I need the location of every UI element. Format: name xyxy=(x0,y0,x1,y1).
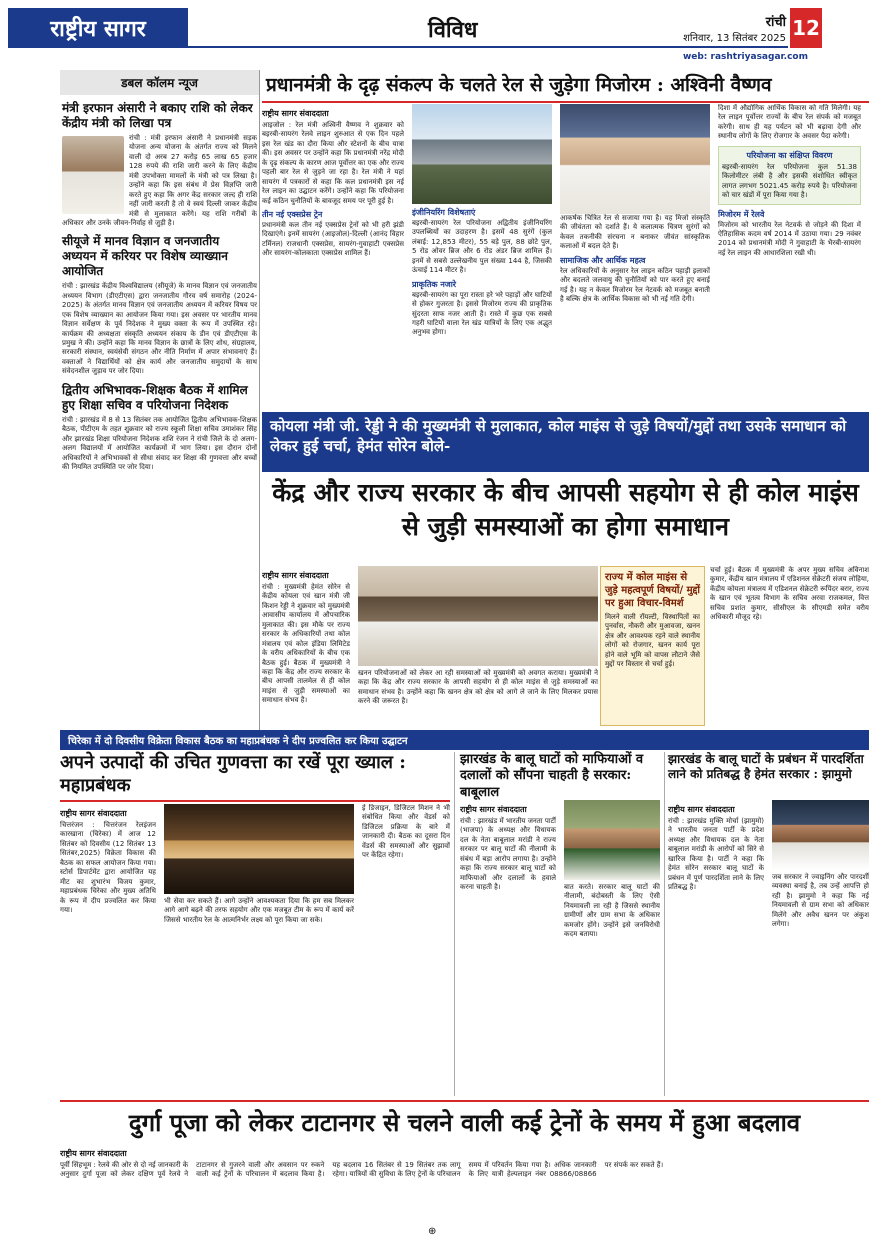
summary-box-text: बइरबी-सायरंग रेल परियोजना कुल 51.38 किलोमीटर लंबी है और इसकी संशोधित स्वीकृत लागत लगभग 5021.45 करोड़ रुपये है। परियोजना को चार खंडों में पूरा किया गया है। xyxy=(722,162,857,200)
byline: राष्ट्रीय सागर संवाददाता xyxy=(262,571,329,580)
bridge-photo xyxy=(412,104,552,204)
jmm-body xyxy=(668,800,869,1094)
website-link[interactable]: web: rashtriyasagar.com xyxy=(682,52,808,62)
subheading: तीन नई एक्सप्रेस ट्रेन xyxy=(262,209,323,219)
registration-mark-icon: ⊕ xyxy=(428,1226,437,1237)
byline: राष्ट्रीय सागर संवाददाता xyxy=(262,109,329,118)
article-text: दिशा में औद्योगिक आर्थिक विकास को गति मिलेगी। यह रेल लाइन पूर्वोत्तर राज्यों के बीच रेल संपर्क को मजबूत करेगी। साथ ही यह पर्यटन को भी बढ़ावा देगी और स्थानीय लोगों के लिए रोजगार के अवसर पैदा करेगी। xyxy=(718,104,861,141)
article-text: खनन परियोजनाओं को लेकर आ रही समस्याओं को मुख्यमंत्री को अवगत कराया। मुख्यमंत्री ने कहा कि केंद्र और राज्य सरकार के आपसी सहयोग से ही कोल माइंस से जुड़े समस्याओं का समाधान संभव है। उन्होंने कहा कि खनन क्षेत्र को क्षेत्र को आगे ले जाने के लिए मिलकर प्रयास करने की जरूरत है। xyxy=(358,669,598,706)
sidebar-headline: राज्य में कोल माइंस से जुड़े महत्वपूर्ण विषयों/ मुद्दों पर हुआ विचार-विमर्श xyxy=(605,572,701,609)
article-text: भी सेवा कर सकते हैं। आगे उन्होंने आवश्यकता दिया कि हम सब मिलकर आगे आगे बढ़ने की तरफ सहयोग और एक मजबूत टीम के रूप में कार्य करें जिससे भारतीय रेल के आत्मनिर्भर लक्ष्य को पूरा किया जा सके। xyxy=(164,897,354,924)
trains-headline[interactable]: दुर्गा पूजा को लेकर टाटानगर से चलने वाली कई ट्रेनों के समय में हुआ बदलाव xyxy=(60,1100,869,1140)
babulal-body xyxy=(460,800,660,1094)
brand-logo: राष्ट्रीय सागर xyxy=(8,8,188,48)
article-text: चर्चा हुई। बैठक में मुख्यमंत्री के अपर मुख्य सचिव अविनाश कुमार, केंद्रीय खान मंत्रालय में एडिशनल सेक्रेटरी संजय लोहिया, केंद्रीय कोयला मंत्रालय में एडिशनल सेक्रेटरी रूपिंदर बरार, राज्य के खान एवं भूतत्व विभाग के सचिव अरवा राजकमल, वित्त सचिव प्रशांत कुमार, सीसीएल के सीएमडी समेत वरीय अधिकारी मौजूद रहे। xyxy=(710,566,869,622)
spokesperson-photo xyxy=(772,800,869,870)
summary-box-title: परियोजना का संक्षिप्त विवरण xyxy=(746,150,833,160)
article-headline[interactable]: प्रधानमंत्री के दृढ़ संकल्प के चलते रेल से जुड़ेगा मिजोरम : अश्विनी वैष्णव xyxy=(262,70,869,103)
minister-photo xyxy=(560,104,710,214)
page-number: 12 xyxy=(790,8,822,48)
column-divider xyxy=(454,752,455,1096)
story-headline[interactable]: सीयूजे में मानव विज्ञान व जनजातीय अध्ययन में करियर पर विशेष व्याख्यान आयोजित xyxy=(62,234,228,279)
byline: राष्ट्रीय सागर संवाददाता xyxy=(60,809,127,818)
article-text: आकर्षक चित्रित रेल से सजाया गया है। यह मिजो संस्कृति की जीवंतता को दर्शाते हैं। ये कलात्मक चित्रण सुरंगों को केवल तकनीकी संरचना न बनाकर जीवंत सांस्कृतिक कलाओं में बदल देते हैं। xyxy=(560,214,710,251)
coal-sidebar xyxy=(600,566,705,726)
chireka-body xyxy=(60,804,450,1094)
coal-kicker: कोयला मंत्री जी. रेड्डी ने की मुख्यमंत्री से मुलाकात, कोल माइंस से जुड़े विषयों/मुद्दों तथा उसके समाधान को लेकर हुई चर्चा, हेमंत सोरेन बोले- xyxy=(262,412,869,472)
article-text: रांची : झारखंड में भारतीय जनता पार्टी (भाजपा) के अध्यक्ष और विधायक दल के नेता बाबूलाल मरांडी ने राज्य सरकार पर बालू घाटों की नीलामी के संबंध में बड़ा आरोप लगाया है। उन्होंने कहा कि राज्य सरकार बालू घाटों को माफियाओं और दलालों के हवाले करना चाहती है। xyxy=(460,817,556,892)
article-text: मिजोरम को भारतीय रेल नेटवर्क से जोड़ने की दिशा में ऐतिहासिक कदम वर्ष 2014 में उठाया गया। 29 नवंबर 2014 को प्रधानमंत्री मोदी ने गुवाहाटी के भैरबी-सायरंग नई रेल लाइन की आधारशिला रखी थी। xyxy=(718,220,861,257)
byline: राष्ट्रीय सागर संवाददाता xyxy=(60,1149,127,1158)
subheading: मिजोरम में रेलवे xyxy=(718,209,765,219)
sidebar-text: मिलने वाली रॉयल्टी, विस्थापितों का पुनर्वास, नौकरी और मुआवजा, खनन क्षेत्र और आवश्यक रहने वाले स्थानीय लोगों को रोजगार, खनन कार्य पूरा होने वाले भूमि को वापस लौटाने जैसे मुद्दों पर विस्तार से चर्चा हुई। xyxy=(605,613,700,669)
babulal-headline[interactable]: झारखंड के बालू घाटों को माफियाओं व दलालों को सौंपना चाहती है सरकार: बाबूलाल xyxy=(460,752,644,800)
minister-photo xyxy=(62,136,124,214)
byline: राष्ट्रीय सागर संवाददाता xyxy=(668,805,735,814)
coal-headline[interactable]: केंद्र और राज्य सरकार के बीच आपसी सहयोग से ही कोल माइंस से जुड़ी समस्याओं का होगा समाधान xyxy=(272,478,859,541)
article-text: ई डिजाइन, डिजिटल मिशन ने भी संबोधित किया और वेंडर्स को डिजिटल प्रक्रिया के बारे में जानकारी दी। बैठक का दूसरा दिन वेंडर्स की समस्याओं और सुझावों पर केंद्रित रहेगा। xyxy=(362,804,450,860)
article-text: रांची : झारखंड मुक्ति मोर्चा (झामुमो) ने भारतीय जनता पार्टी के प्रदेश अध्यक्ष और विधायक दल के नेता बाबूलाल मरांडी के आरोपों को सिरे से खारिज किया है। पार्टी ने कहा कि हेमंत सोरेन सरकार बालू घाटों के प्रबंधन में पूर्ण पारदर्शिता लाने के लिए प्रतिबद्ध है। xyxy=(668,817,764,892)
headline-rule xyxy=(60,800,450,802)
article-text: रांची : मुख्यमंत्री हेमंत सोरेन से केंद्रीय कोयला एवं खान मंत्री जी किशन रेड्डी ने शुक्रवार को मुख्यमंत्री आवासीय कार्यालय में औपचारिक मुलाकात की। इस मौके पर राज्य सरकार के अधिकारियों तथा कोल मंत्रालय एवं कोल इंडिया लिमिटेड के वरीय अधिकारियों के बीच एक बैठक हुई। बैठक में मुख्यमंत्री ने कहा कि केंद्र और राज्य सरकार के बीच आपसी तालमेल से ही कोल माइंस से जुड़ी समस्याओं का समाधान संभव है। xyxy=(262,583,350,705)
subheading: प्राकृतिक नजारे xyxy=(412,279,457,289)
leader-photo xyxy=(564,800,660,880)
article-text: आइजोल : रेल मंत्री अश्विनी वैष्णव ने शुक्रवार को बइरबी-सायरंग रेलवे लाइन शुरुआत से एक दिन पहले इस रेल खंड का दौरा किया और स्टेशनों के बीच यात्रा की। इस अवसर पर उन्होंने कहा कि प्रधानमंत्री नरेंद्र मोदी के दृढ़ संकल्प के कारण आज पूर्वोत्तर का एक और राज्य पहली बार रेल से जुड़ने जा रहा है। रेल मंत्री ने यहां सायरंग में पत्रकारों से कहा कि कल प्रधानमंत्री इस नई रेल लाइन का उद्घाटन करेंगे। उन्होंने कहा कि परियोजना कई कठिन चुनौतियों के बावजूद समय पर पूरी हुई है। xyxy=(262,121,404,205)
article-text: बइरबी-सायरंग का पूरा रास्ता हरे भरे पहाड़ों और घाटियों से होकर गुजरता है। इससे मिजोरम राज्य की प्राकृतिक सुंदरता साफ नजर आती है। रास्ते में कुछ एक सबसे गहरी घाटियों वाला रेल खंड यात्रियों के लिए एक अद्भुत अनुभव होगा। xyxy=(412,290,552,337)
story-body: रांची : झारखंड केंद्रीय विश्वविद्यालय (सीयूजे) के मानव विज्ञान एवं जनजातीय अध्ययन विभाग (डीएटीएस) द्वारा जनजातीय गौरव वर्ष समारोह (2024-2025) के अंतर्गत मानव विज्ञान एवं जनजातीय अध्ययन में करियर विषय पर एक विशेष व्याख्यान का आयोजन किया गया। इस अवसर पर भारतीय मानव विज्ञान सर्वेक्षण के पूर्व निदेशक ने मुख्य वक्ता के रूप में उपस्थित रहे। कार्यक्रम की अध्यक्षता संस्कृति अध्ययन संकाय के डीन एवं डीएटीएस के प्रमुख ने की। उन्होंने कहा कि मानव विज्ञान के छात्रों के लिए शोध, संग्रहालय, सरकारी संस्थान, स्वयंसेवी संगठन और नीति निर्माण में अपार संभावनाएं हैं। वक्ताओं ने विद्यार्थियों को क्षेत्र कार्य और जनजातीय समुदायों के साथ संवेदनशील जुड़ाव पर जोर दिया। xyxy=(62,282,257,376)
meeting-photo xyxy=(358,566,598,666)
article-text: प्रधानमंत्री कल तीन नई एक्सप्रेस ट्रेनों को भी हरी झंडी दिखाएंगे। इनमें सायरंग (आइजोल)-दिल्ली (आनंद विहार टर्मिनल) राजधानी एक्सप्रेस, सायरंग-गुवाहाटी एक्सप्रेस और सायरंग-कोलकाता एक्सप्रेस शामिल हैं। xyxy=(262,220,404,258)
article-text: पूर्वी सिंहभूम : रेलवे की ओर से दो नई जानकारी के अनुसार दुर्गा पूजा को लेकर दक्षिण पूर्व रेलवे ने टाटानगर से गुजरने वाली और अवसान पर रुकने वाली कई ट्रेनों के परिचालन में बदलाव किया है। यह बदलाव 16 सितंबर से 19 सितंबर तक लागू रहेगा। यात्रियों की सुविधा के लिए ट्रेनों के परिचालन समय में परिवर्तन किया गया है। अधिक जानकारी के लिए यात्री हेल्पलाइन नंबर 08866/08866 पर संपर्क कर सकते हैं। xyxy=(60,1161,664,1179)
summary-box xyxy=(718,146,861,205)
story-body: रांची : मंत्री इरफान अंसारी ने प्रधानमंत्री सड़क योजना अन्य योजना के अंतर्गत राज्य को मिलने वाली दो अरब 27 करोड़ 65 लाख 65 हजार 128 रुपये की राशि जारी करने के लिए केंद्रीय मंत्री उपभोक्ता मामलों के मंत्री को पत्र लिखा है। उन्होंने कहा कि इस संबंध में प्रेस विज्ञप्ति जारी करते हुए कहा कि अगर केंद्र सरकार जल्द ही राशि नहीं जारी करती है तो वे स्वयं दिल्ली जाकर केंद्रीय मंत्री से मुलाकात करेंगे। यह राशि गरीबों के अधिकार और उनके जीवन-निर्वाह से जुड़ी है। xyxy=(62,134,257,227)
article-text: चित्तरंजन : चित्तरंजन रेलइंजन कारखाना (चिरेका) में आज 12 सितंबर को दिवसीय (12 सितंबर 13 सितंबर,2025) विक्रेता विकास की बैठक का सफल आयोजन किया गया। स्टोर्स डिपार्टमेंट द्वारा आयोजित यह मीट का शुभारंभ विजय कुमार, महाप्रबंधक चिरेका और मुख्य अतिथि के रूप में दीप प्रज्वलित कर किया गया। xyxy=(60,821,156,914)
column-divider xyxy=(664,752,665,1096)
article-text: जब सरकार ने ज्वाइनिंग और पारदर्शी व्यवस्था बनाई है, तब उन्हें आपत्ति हो रही है। झामुमो ने कहा कि नई नियमावली से ग्राम सभा को अधिकार मिलेंगे और अवैध खनन पर अंकुश लगेगा। xyxy=(772,873,869,929)
story-headline[interactable]: द्वितीय अभिभावक-शिक्षक बैठक में शामिल हुए शिक्षा सचिव व परियोजना निदेशक xyxy=(62,382,248,412)
trains-body xyxy=(60,1144,869,1222)
dateline-city: रांची xyxy=(765,15,786,30)
masthead-rule xyxy=(188,46,788,48)
article-text: बात करते। सरकार बालू घाटों की नीलामी, बंदोबस्ती के लिए ऐसी नियमावली ला रही है जिससे स्थानीय ग्रामीणों और ग्राम सभा के अधिकार कमजोर होंगे। उन्होंने इसे जनविरोधी कदम बताया। xyxy=(564,883,660,939)
masthead xyxy=(8,8,869,66)
left-column xyxy=(60,70,260,730)
subheading: सामाजिक और आर्थिक महत्व xyxy=(560,255,646,265)
section-title: विविध xyxy=(428,17,478,43)
story-headline[interactable]: मंत्री इरफान अंसारी ने बकाए राशि को लेकर केंद्रीय मंत्री को लिखा पत्र xyxy=(62,101,253,130)
article-mizoram-body xyxy=(262,104,869,404)
jmm-headline[interactable]: झारखंड के बालू घाटों के प्रबंधन में पारदर्शिता लाने को प्रतिबद्ध है हेमंत सरकार : झामुमो xyxy=(668,752,864,781)
article-text: रेल अधिकारियों के अनुसार रेल लाइन कठिन पहाड़ी इलाकों और बदलते जलवायु की चुनौतियों को पार करते हुए बनाई गई है। यह न केवल मिजोरम रेल नेटवर्क को मजबूत बनाती है बल्कि क्षेत्र के आर्थिक विकास को भी नई गति देगी। xyxy=(560,266,710,304)
article-text: बइरबी-सायरंग रेल परियोजना अद्वितीय इंजीनियरिंग उपलब्धियों का उदाहरण है। इसमें 48 सुरंगें (कुल लंबाई: 12,853 मीटर), 55 बड़े पुल, 88 छोटे पुल, 5 रोड ओवर ब्रिज और 6 रोड अंडर ब्रिज शामिल हैं। इनमें से सबसे उल्लेखनीय पुल संख्या 144 है, जिसकी ऊंचाई 114 मीटर है। xyxy=(412,219,552,275)
subheading: इंजीनियरिंग विशेषताएं xyxy=(412,208,476,217)
chireka-strap: चिरेका में दो दिवसीय विक्रेता विकास बैठक का महाप्रबंधक ने दीप प्रज्वलित कर किया उद्घाटन xyxy=(60,730,869,750)
story-body: रांची : झारखंड में 8 से 13 सितंबर तक आयोजित द्वितीय अभिभावक-शिक्षक बैठक, पीटीएम के तहत शुक्रवार को राज्य स्कूली शिक्षा सचिव उमाशंकर सिंह और झारखंड शिक्षा परियोजना निदेशक शशि रंजन ने रांची जिले के दो अलग-अलग विद्यालयों में आयोजित कार्यक्रमों में भाग लिया। इस दौरान दोनों अधिकारियों ने अभिभावकों से सीधा संवाद कर शिक्षा की गुणवत्ता और बच्चों की नियमित उपस्थिति पर जोर दिया। xyxy=(62,415,257,471)
column-title: डबल कॉलम न्यूज xyxy=(60,70,259,95)
chireka-headline[interactable]: अपने उत्पादों की उचित गुणवत्ता का रखें पूरा ख्याल : महाप्रबंधक xyxy=(60,752,406,796)
dateline-date: शनिवार, 13 सितंबर 2025 xyxy=(683,33,786,44)
byline: राष्ट्रीय सागर संवाददाता xyxy=(460,805,527,814)
coal-body-left xyxy=(262,566,598,728)
event-photo xyxy=(164,804,354,894)
coal-body-right xyxy=(710,566,869,726)
